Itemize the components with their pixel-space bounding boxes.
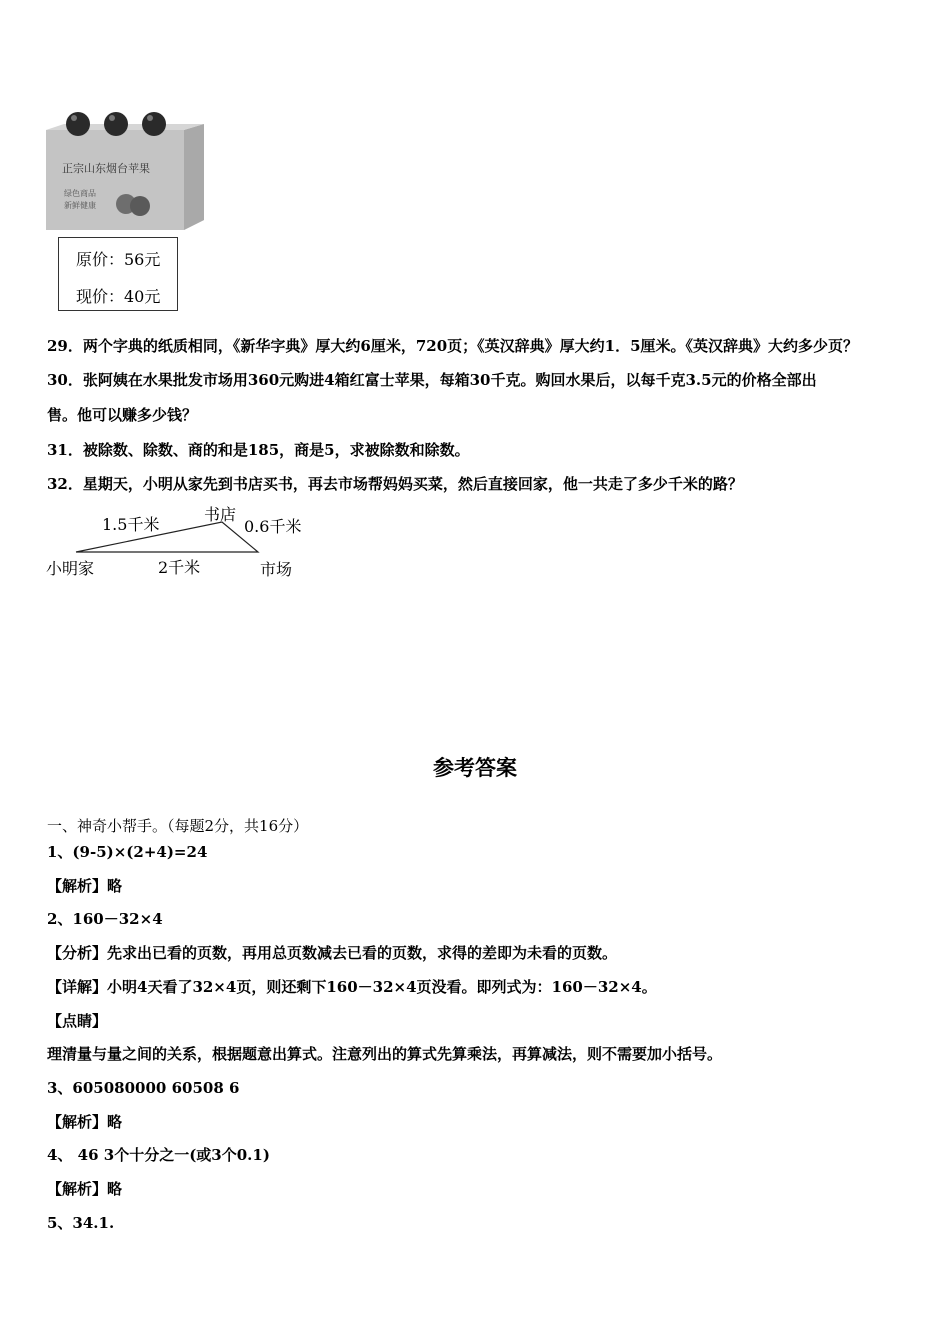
question-32: 32．星期天，小明从家先到书店买书，再去市场帮妈妈买菜，然后直接回家，他一共走了多少千米的路？ <box>47 475 743 493</box>
answer-line: 2、160－32×4 <box>47 910 163 928</box>
answer-line: 【分析】先求出已看的页数，再用总页数减去已看的页数，求得的差即为未看的页数。 <box>47 944 618 962</box>
box-label-sub1: 绿色商品 <box>64 189 96 198</box>
box-label-sub2: 新鲜健康 <box>64 201 96 210</box>
route-home-bookstore-distance: 1.5千米 <box>102 515 160 534</box>
question-30-continued: 售。他可以赚多少钱？ <box>47 406 198 424</box>
route-market-label: 市场 <box>260 560 293 579</box>
original-price: 原价：56元 <box>76 250 161 269</box>
answers-section-heading: 一、神奇小帮手。（每题2分，共16分） <box>47 817 309 835</box>
route-home-label: 小明家 <box>46 559 95 578</box>
route-diagram-svg <box>44 500 324 590</box>
box-edge <box>184 124 204 230</box>
current-price: 现价：40元 <box>76 287 161 306</box>
answer-line: 【解析】略 <box>47 877 123 895</box>
route-home-market-distance: 2千米 <box>158 558 201 577</box>
question-29: 29．两个字典的纸质相同，《新华字典》厚大约6厘米，720页；《英汉辞典》厚大约1．5厘米。《英汉辞典》大约多少页？ <box>47 337 859 355</box>
apple-icon <box>104 112 128 136</box>
apple-box-svg <box>44 108 206 238</box>
box-side <box>46 124 204 230</box>
question-30: 30．张阿姨在水果批发市场用360元购进4箱红富士苹果，每箱30千克。购回水果后，以每千克3.5元的价格全部出 <box>47 371 817 389</box>
question-31: 31．被除数、除数、商的和是185，商是5，求被除数和除数。 <box>47 441 470 459</box>
answer-line: 1、(9-5)×(2+4)=24 <box>47 843 208 861</box>
answer-line: 【点睛】 <box>47 1012 108 1030</box>
apple-box-illustration <box>44 108 206 238</box>
route-diagram <box>44 500 324 590</box>
answer-line: 5、34.1. <box>47 1214 115 1232</box>
apple-logo-icon <box>130 196 150 216</box>
apple-icon <box>66 112 90 136</box>
answer-line: 3、605080000 60508 6 <box>47 1079 240 1097</box>
route-bookstore-market-distance: 0.6千米 <box>244 517 302 536</box>
apple-highlight <box>147 115 153 121</box>
answer-line: 【解析】略 <box>47 1113 123 1131</box>
answer-line: 理清量与量之间的关系，根据题意出算式。注意列出的算式先算乘法，再算减法，则不需要加小括号。 <box>47 1045 723 1063</box>
apple-highlight <box>109 115 115 121</box>
answer-line: 【解析】略 <box>47 1180 123 1198</box>
answers-title: 参考答案 <box>433 756 517 780</box>
box-label-main: 正宗山东烟台苹果 <box>62 162 150 175</box>
price-box <box>58 237 178 311</box>
answer-line: 4、 46 3个十分之一(或3个0.1) <box>47 1146 270 1164</box>
apple-icon <box>142 112 166 136</box>
answer-line: 【详解】小明4天看了32×4页，则还剩下160－32×4页没看。即列式为：160－32×4。 <box>47 978 657 996</box>
route-bookstore-label: 书店 <box>204 505 237 524</box>
apple-highlight <box>71 115 77 121</box>
